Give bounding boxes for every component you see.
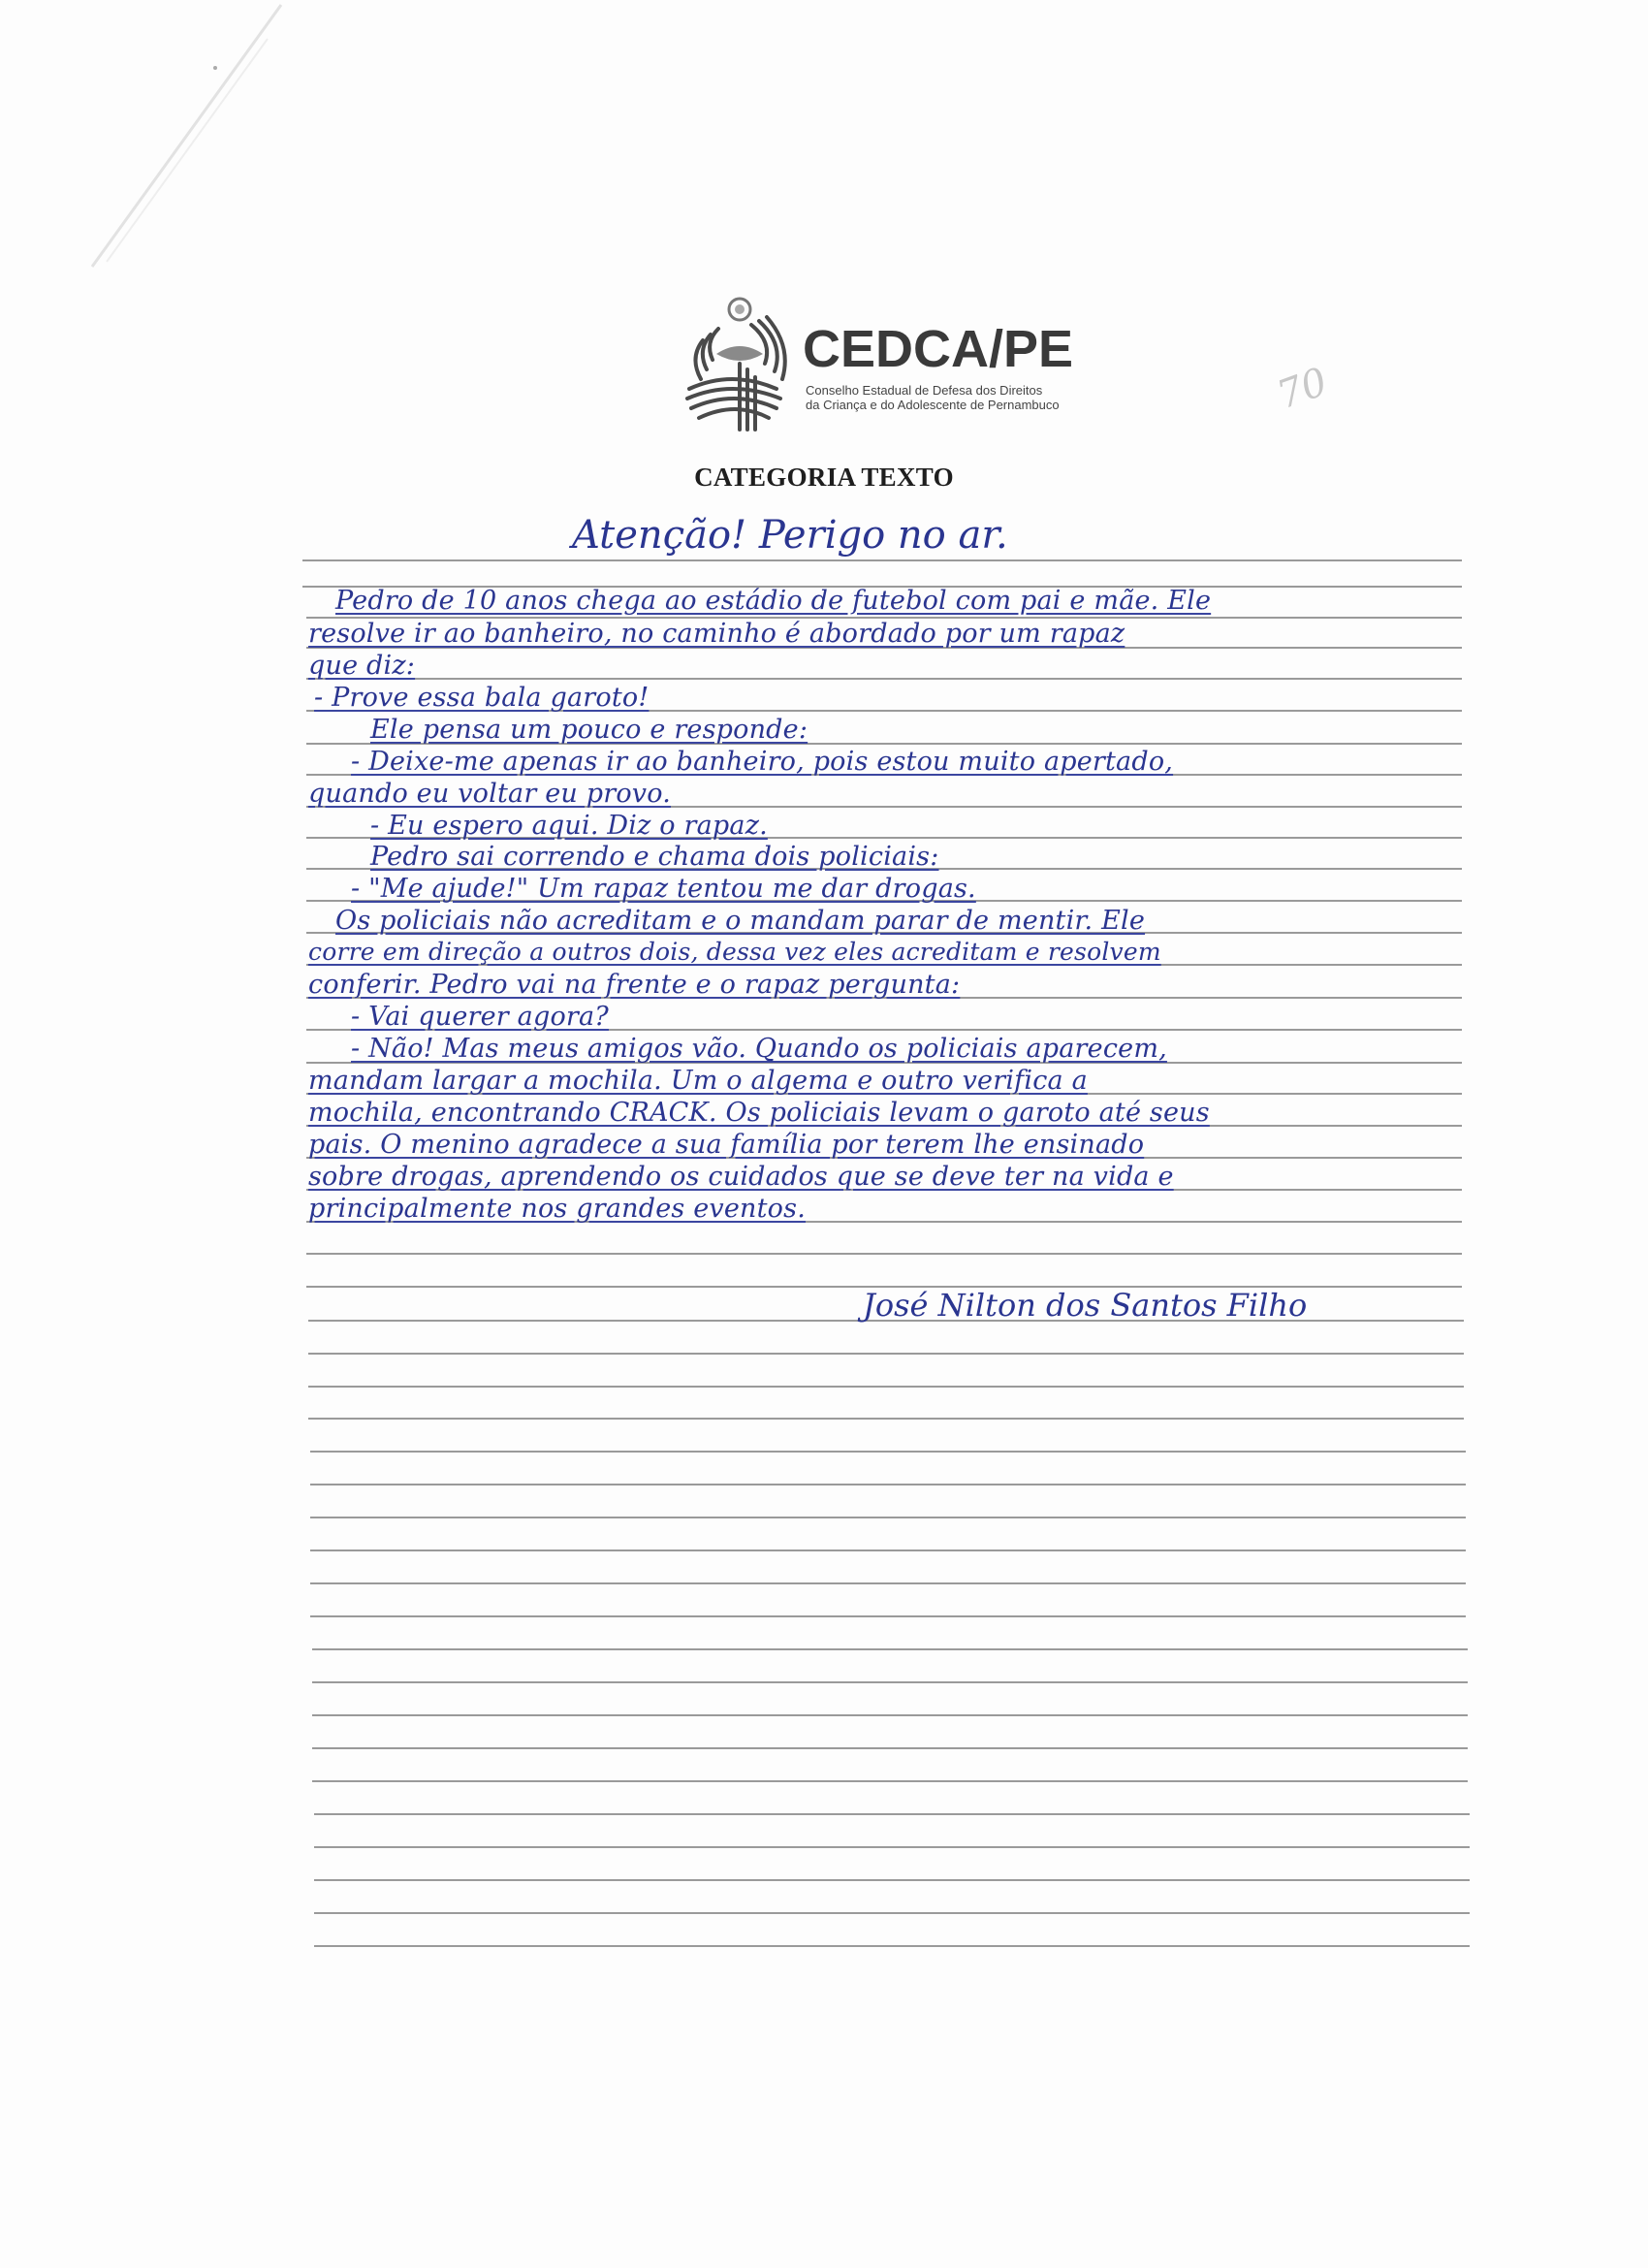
essay-line: - Não! Mas meus amigos vão. Quando os policiais aparecem, [351, 1034, 1167, 1064]
essay-line: - "Me ajude!" Um rapaz tentou me dar drogas. [351, 874, 976, 904]
org-name-line: Conselho Estadual de Defesa dos Direitos [806, 383, 1043, 398]
essay-line: conferir. Pedro vai na frente e o rapaz pergunta: [308, 970, 961, 1000]
essay-title: Atenção! Perigo no ar. [572, 513, 1008, 558]
org-name-line: da Criança e do Adolescente de Pernambuco [806, 398, 1060, 412]
essay-line: - Prove essa bala garoto! [314, 683, 650, 713]
essay-line: principalmente nos grandes eventos. [308, 1194, 806, 1224]
essay-line: mandam largar a mochila. Um o algema e outro verifica a [308, 1066, 1088, 1096]
org-acronym: CEDCA/PE [803, 320, 1074, 378]
essay-line: - Vai querer agora? [351, 1002, 609, 1032]
essay-line: corre em direção a outros dois, dessa vez eles acreditam e resolvem [308, 938, 1161, 966]
essay-line: Pedro de 10 anos chega ao estádio de futebol com pai e mãe. Ele [335, 586, 1212, 616]
essay-line: - Eu espero aqui. Diz o rapaz. [370, 811, 768, 841]
margin-annotation: 70 [1271, 359, 1334, 419]
essay-line: Ele pensa um pouco e responde: [370, 715, 808, 745]
essay-line: - Deixe-me apenas ir ao banheiro, pois estou muito apertado, [351, 747, 1174, 777]
category-heading: CATEGORIA TEXTO [694, 463, 954, 492]
author-signature: José Nilton dos Santos Filho [863, 1287, 1308, 1324]
essay-line: quando eu voltar eu provo. [308, 779, 672, 809]
essay-line: que diz: [308, 651, 416, 681]
essay-line: Pedro sai correndo e chama dois policiais: [370, 842, 939, 872]
essay-line: Os policiais não acreditam e o mandam parar de mentir. Ele [335, 906, 1146, 936]
essay-line: mochila, encontrando CRACK. Os policiais levam o garoto até seus [308, 1098, 1210, 1128]
essay-line: pais. O menino agradece a sua família por terem lhe ensinado [308, 1130, 1145, 1160]
essay-line: sobre drogas, aprendendo os cuidados que se deve ter na vida e [308, 1162, 1174, 1192]
essay-line: resolve ir ao banheiro, no caminho é abordado por um rapaz [308, 619, 1125, 649]
